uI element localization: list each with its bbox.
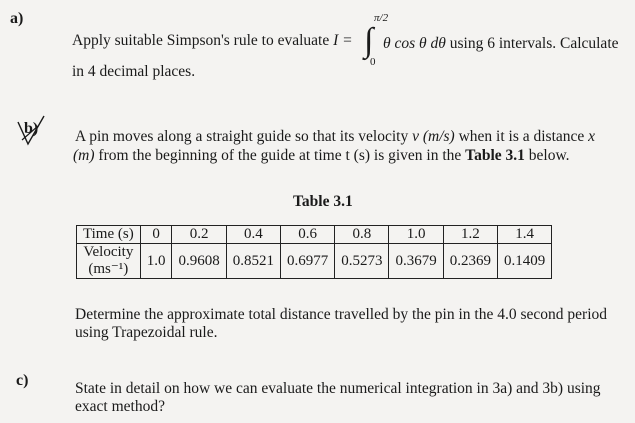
var-x: x	[588, 128, 596, 145]
integral-upper-limit: π/2	[374, 12, 389, 24]
velocity-cell: 0.2369	[443, 244, 497, 279]
part-b-line2-a: from the beginning of the guide at time t (s) is given in the	[98, 147, 462, 164]
part-b-line1	[75, 128, 595, 146]
time-cell: 1.0	[389, 226, 443, 244]
part-b-line2-b: below.	[528, 147, 570, 164]
velocity-cell: 0.1409	[497, 244, 551, 279]
part-a-line2: in 4 decimal places.	[72, 63, 196, 80]
part-a-integrand-line	[383, 35, 619, 53]
part-a-label: a)	[10, 10, 24, 27]
part-a-line1-text	[72, 32, 353, 50]
time-cell: 0.8	[335, 226, 389, 244]
velocity-cell: 0.5273	[335, 244, 389, 279]
unit-ms: (m/s)	[422, 128, 455, 145]
time-cell: 0.6	[280, 226, 334, 244]
velocity-cell: 0.8521	[226, 244, 280, 279]
velocity-unit: (ms⁻¹)	[88, 261, 129, 277]
table-title: Table 3.1	[293, 193, 353, 210]
velocity-header	[77, 244, 141, 279]
table-reference: Table 3.1	[465, 147, 525, 164]
time-header: Time (s)	[77, 226, 141, 244]
part-c-line2: exact method?	[75, 398, 165, 415]
integrand: θ cos θ dθ	[383, 35, 446, 52]
part-b-line2	[73, 147, 570, 165]
time-cell: 1.4	[497, 226, 551, 244]
part-a-variable: I =	[333, 32, 353, 49]
integral-lower-limit: 0	[370, 56, 376, 68]
unit-m: (m)	[73, 147, 95, 164]
part-b-question-line2: using Trapezoidal rule.	[75, 324, 218, 341]
table-row-velocity	[77, 244, 552, 279]
part-b-line1-a: A pin moves along a straight guide so that its velocity	[75, 128, 409, 145]
time-cell: 1.2	[443, 226, 497, 244]
velocity-cell: 1.0	[140, 244, 172, 279]
velocity-cell: 0.3679	[389, 244, 443, 279]
part-c-line1: State in detail on how we can evaluate the numerical integration in 3a) and 3b) using	[75, 380, 601, 397]
time-cell: 0.2	[172, 226, 226, 244]
integral-symbol-icon: ∫	[364, 22, 374, 59]
var-v: v	[412, 128, 419, 145]
part-b-label: b)	[24, 120, 39, 137]
part-b-question-line1: Determine the approximate total distance travelled by the pin in the 4.0 second period	[75, 306, 607, 323]
data-table	[76, 225, 552, 279]
time-cell: 0.4	[226, 226, 280, 244]
velocity-cell: 0.6977	[280, 244, 334, 279]
part-c-label: c)	[16, 372, 29, 389]
table-row-time	[77, 226, 552, 244]
part-a-intro: Apply suitable Simpson's rule to evaluate	[72, 32, 330, 49]
velocity-label: Velocity	[83, 244, 134, 260]
velocity-cell: 0.9608	[172, 244, 226, 279]
part-a-intervals: using 6 intervals. Calculate	[449, 35, 619, 52]
time-cell: 0	[140, 226, 172, 244]
part-b-line1-b: when it is a distance	[458, 128, 585, 145]
